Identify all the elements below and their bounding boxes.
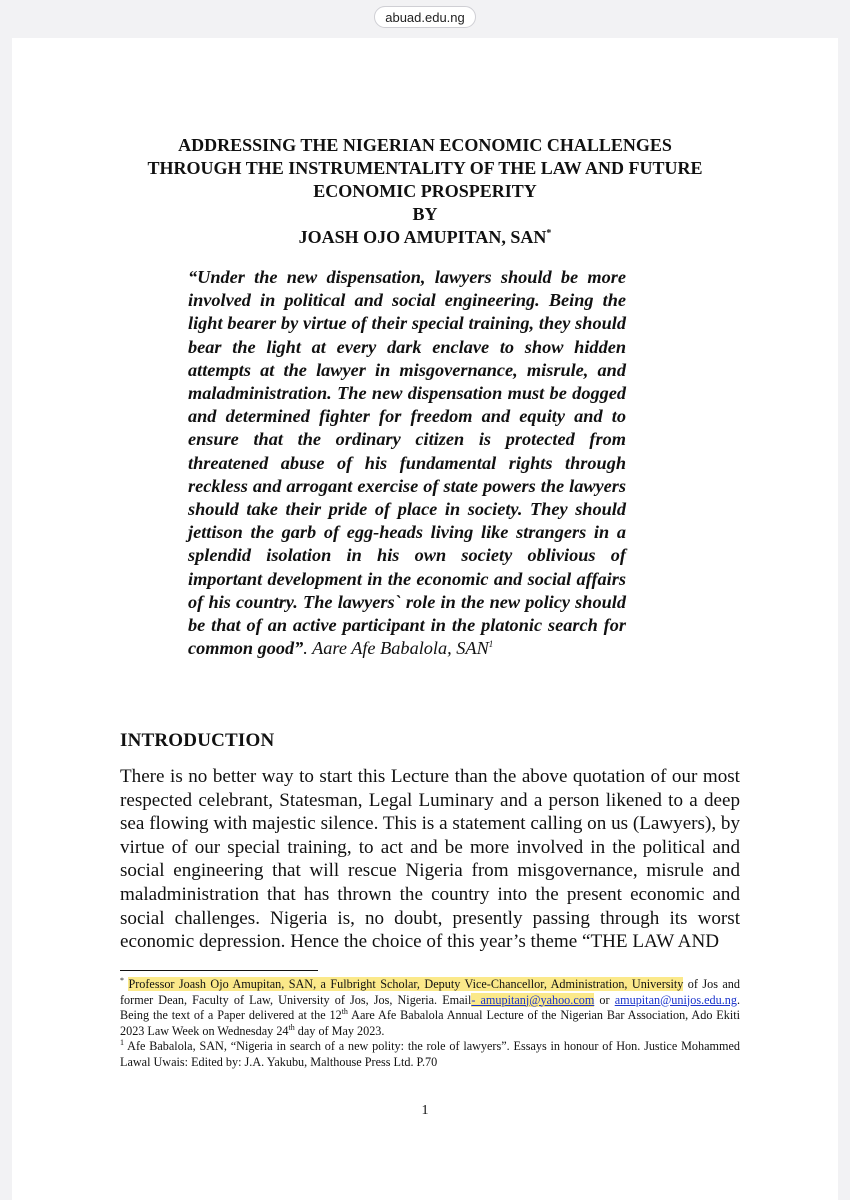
title-line-2: THROUGH THE INSTRUMENTALITY OF THE LAW AND FUTURE: [147, 158, 703, 178]
footnote-1-part2: of Jos and former Dean, Faculty of Law, University of Jos, Jos, Nigeria. Email: [120, 977, 740, 1007]
title-line-3: ECONOMIC PROSPERITY: [313, 181, 537, 201]
footnote-1-part3: . Being the text of a Paper delivered at the 12: [120, 992, 741, 1022]
document-title: [12, 134, 838, 249]
footnote-1-highlight: Professor Joash Ojo Amupitan, SAN, a Fulbright Scholar, Deputy Vice-Chancellor, Administration, University: [128, 977, 684, 991]
quote-attribution: . Aare Afe Babalola, SAN: [303, 638, 489, 659]
address-bar[interactable]: [0, 6, 850, 28]
quote-text: “Under the new dispensation, lawyers should be more involved in political and social engineering. Being the light bearer by virtue of their special training, they should bear the light at every dark enclave to show hidden attempts at the lawyer in misgovernance, misrule, and maladministration. The new dispensation must be dogged and determined fighter for freedom and equity and to ensure that the ordinary citizen is protected from threatened abuse of his fundamental rights through reckless and arrogant exercise of state powers the lawyers should take their pride of place in society. They should jettison the garb of egg-heads living like strangers in a splendid isolation in his own society oblivious of important development in the economic and social affairs of his country. The lawyers` role in the new policy should be that of an active participant in the platonic search for common good”: [188, 267, 626, 659]
footnote-1-part4: Aare Afe Babalola Annual Lecture of the Nigerian Bar Association, Ado Ekiti 2023 Law Week on Wednesday 24: [120, 1008, 740, 1038]
author-line: [12, 226, 838, 249]
footnote-1: [120, 977, 740, 1039]
footnote-2: [120, 1039, 740, 1070]
footnote-2-text: Afe Babalola, SAN, “Nigeria in search of a new polity: the role of lawyers”. Essays in honour of Hon. Justice Mohammed Lawal Uwais: Edited by: J.A. Yakubu, Malthouse Press Ltd. P.70: [120, 1039, 740, 1069]
footnote-1-sup-th: th: [341, 1007, 348, 1016]
footnote-divider: [120, 970, 318, 971]
introduction-paragraph: There is no better way to start this Lecture than the above quotation of our most respected celebrant, Statesman, Legal Luminary and a person likened to a deep sea flowing with majestic silence. This is a statement calling on us (Lawyers), by virtue of our special training, to act and be more involved in the political and social engineering that will rescue Nigeria from misgovernance, misrule and maladministration that has thrown the country into the present economic and social challenges. Nigeria is, no doubt, presently passing through its worst economic depression. Hence the choice of this year’s theme “THE LAW AND: [120, 766, 740, 953]
url-text: abuad.edu.ng: [385, 9, 465, 25]
footnote-2-mark: 1: [120, 1038, 124, 1047]
document-page: [12, 38, 838, 1200]
introduction-heading: INTRODUCTION: [120, 730, 275, 751]
url-pill[interactable]: [374, 6, 476, 28]
author-footnote-mark: *: [546, 228, 552, 239]
email-link-unijos[interactable]: amupitan@unijos.edu.ng: [614, 992, 737, 1007]
footnote-1-or: or: [594, 992, 610, 1007]
footnote-1-part5: day of May 2023.: [294, 1023, 385, 1038]
footnotes: [120, 977, 740, 1070]
epigraph-quote: [188, 266, 626, 660]
footnote-1-sup-th2: th: [288, 1022, 295, 1032]
title-line-1: ADDRESSING THE NIGERIAN ECONOMIC CHALLENGES: [178, 135, 672, 155]
title-line-4: BY: [412, 204, 438, 224]
page-number: 1: [421, 1103, 429, 1118]
email-link-yahoo[interactable]: - amupitanj@yahoo.com: [471, 992, 595, 1007]
quote-footnote-mark: 1: [488, 639, 494, 650]
footnote-1-mark: *: [120, 976, 124, 985]
author-name: JOASH OJO AMUPITAN, SAN: [298, 227, 547, 247]
